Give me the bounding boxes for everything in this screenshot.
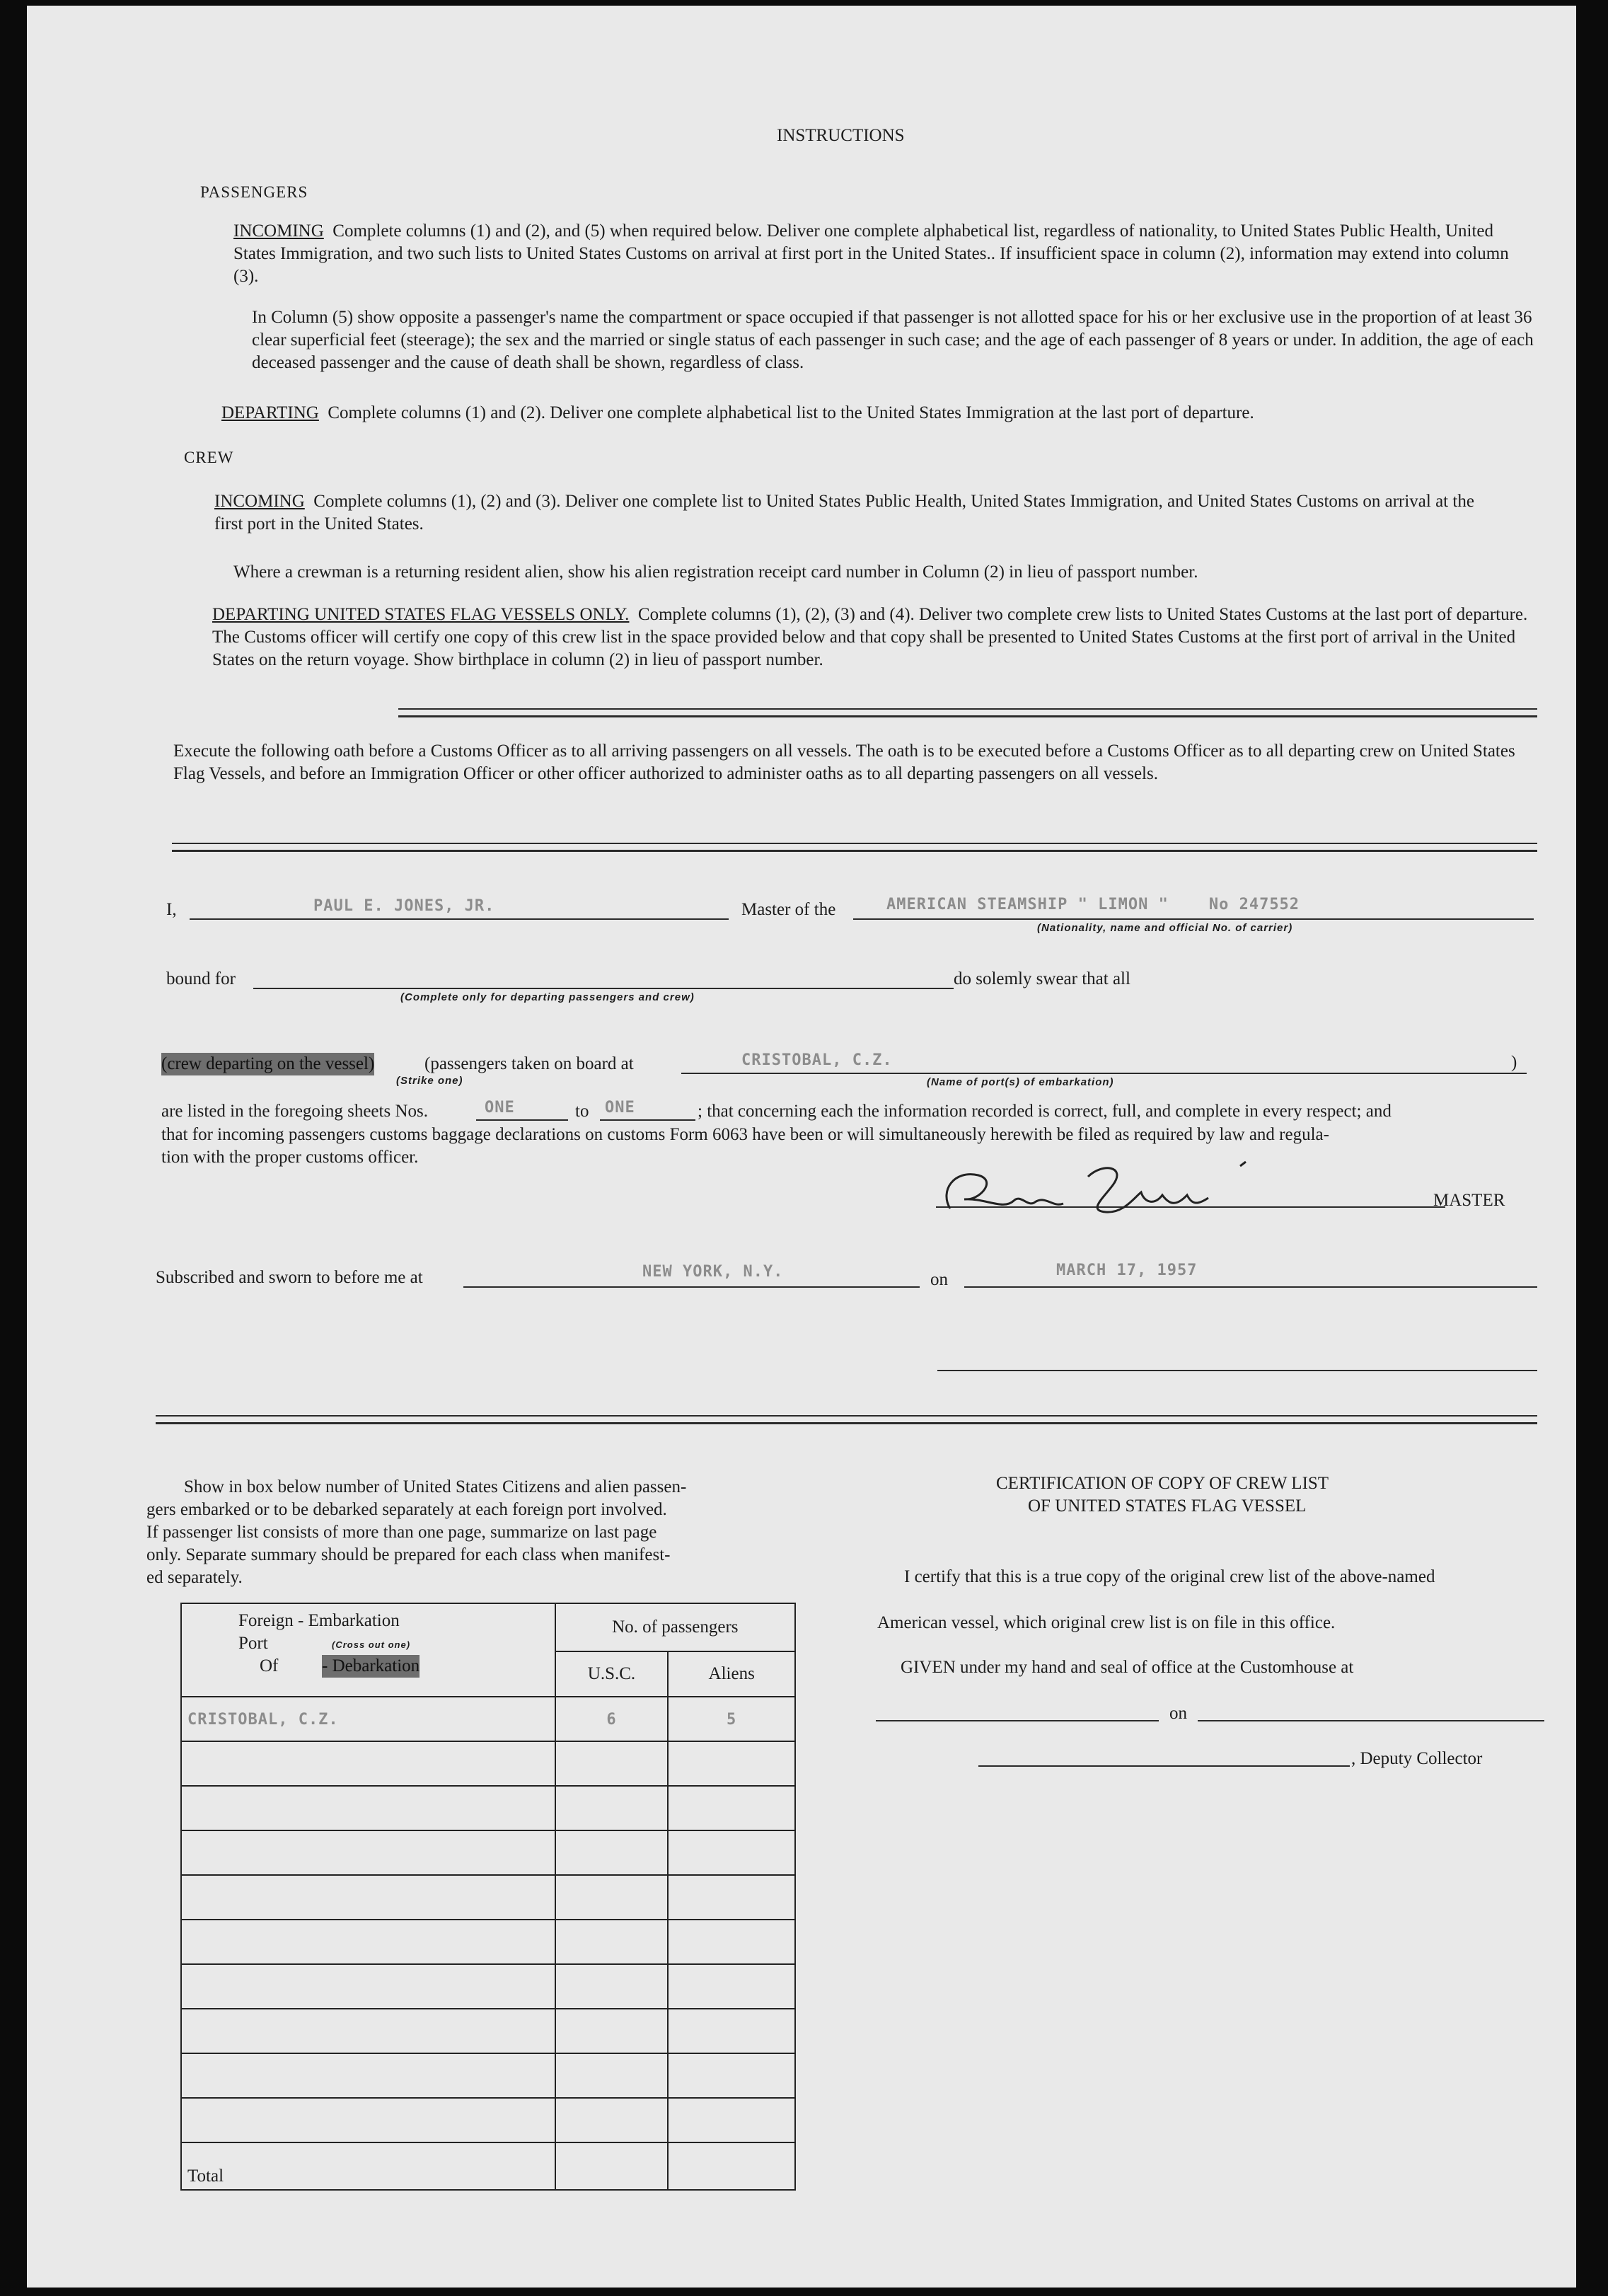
row-port: CRISTOBAL, C.Z. <box>187 1710 339 1729</box>
crew-resident-paragraph: Where a crewman is a returning resident alien, show his alien registration receipt card number in Column (2) in lieu of passport number. <box>233 563 1198 582</box>
passengers-taken-label: (passengers taken on board at <box>424 1054 634 1073</box>
form-page <box>27 6 1576 2288</box>
deputy-collector-label: , Deputy Collector <box>1351 1749 1483 1768</box>
listed-prefix: are listed in the foregoing sheets Nos. <box>161 1102 428 1121</box>
header-of: Of <box>260 1656 279 1675</box>
certification-line-3: GIVEN under my hand and seal of office at the Customhouse at <box>901 1658 1354 1677</box>
sworn-date-line <box>964 1286 1537 1288</box>
sworn-place-value: NEW YORK, N.Y. <box>642 1263 784 1281</box>
divider <box>156 1415 1537 1424</box>
certification-line-2: American vessel, which original crew list is on file in this office. <box>877 1613 1336 1632</box>
oath-i-label: I, <box>166 900 177 919</box>
summary-instruction-4: only. Separate summary should be prepared for each class when manifest- <box>146 1545 671 1564</box>
header-port2: Port <box>238 1634 268 1653</box>
sheet-to-line <box>600 1119 695 1121</box>
crew-departing-paragraph <box>212 604 1535 671</box>
passengers-column5-paragraph: In Column (5) show opposite a passenger's name the compartment or space occupied if that passenger is not allotted space for his or her exclusive use in the proportion of at least 36 clear superficial feet (steerage); the sex and the married or single status of each passenger in such case; and the age of each passenger of 8 years or under. In addition, the age of each deceased passenger and the cause of death shall be shown, regardless of class. <box>252 308 1534 372</box>
listed-rest: ; that concerning each the information recorded is correct, full, and complete in every respect; and <box>698 1102 1392 1121</box>
sworn-on-label: on <box>930 1270 948 1289</box>
header-debarkation: - Debarkation <box>322 1655 420 1678</box>
crew-incoming-label: INCOMING <box>214 492 305 511</box>
strike-caption: (Strike one) <box>396 1075 463 1087</box>
header-port: Foreign - Embarkation <box>238 1611 400 1630</box>
crew-incoming-paragraph <box>214 490 1488 536</box>
certification-line-1: I certify that this is a true copy of the original crew list of the above-named <box>904 1567 1435 1586</box>
swear-text: do solemly swear that all <box>954 969 1130 988</box>
sheet-from-value: ONE <box>485 1099 515 1117</box>
divider <box>398 708 1537 717</box>
sworn-date-value: MARCH 17, 1957 <box>1056 1262 1198 1279</box>
crew-incoming-text: Complete columns (1), (2) and (3). Deliver one complete list to United States Public Health, United States Immigration, and United States Customs on arrival at the first port in the United States. <box>214 492 1474 533</box>
listed-line2: that for incoming passengers customs baggage declarations on customs Form 6063 have been or will simultaneously herewith be filed as required by law and regula- <box>161 1125 1329 1144</box>
passengers-heading: PASSENGERS <box>200 183 308 201</box>
table-row <box>181 1875 795 1920</box>
deputy-signature-line <box>978 1765 1350 1767</box>
oath-intro: Execute the following oath before a Customs Officer as to all arriving passengers on all vessels. The oath is to be executed before a Customs Officer as to all departing crew on United States Flag Vessels, and before an Immigration Officer or other officer authorized to administer oaths as to all departing passengers on all vessels. <box>173 742 1515 783</box>
crew-departing-text: Complete columns (1), (2), (3) and (4). Deliver two complete crew lists to United States Customs at the last port of departure. The Customs officer will certify one copy of this crew list in the space provided below and that copy shall be presented to United States Customs at the first port of arrival in the United States on the return voyage. Show birthplace in column (2) in lieu of passport number. <box>212 605 1528 669</box>
usc-header: U.S.C. <box>555 1651 669 1697</box>
vessel-caption: (Nationality, name and official No. of carrier) <box>1037 922 1293 934</box>
table-row <box>181 2098 795 2142</box>
passenger-summary-table <box>180 1603 796 2191</box>
certification-title-2: OF UNITED STATES FLAG VESSEL <box>1028 1496 1307 1516</box>
table-row <box>181 1697 795 1741</box>
bound-caption: (Complete only for departing passengers and crew) <box>400 991 695 1003</box>
port-caption: (Name of port(s) of embarkation) <box>927 1076 1114 1088</box>
port-line <box>681 1073 1527 1074</box>
summary-instruction-1: Show in box below number of United States Citizens and alien passen- <box>184 1477 687 1496</box>
header-cross: (Cross out one) <box>332 1639 411 1650</box>
master-name-line <box>190 918 729 920</box>
sworn-place-line <box>463 1286 920 1288</box>
table-row <box>181 1741 795 1786</box>
page-title: INSTRUCTIONS <box>777 126 905 145</box>
crew-heading: CREW <box>184 449 234 466</box>
passengers-departing-paragraph <box>221 402 1537 425</box>
customhouse-line <box>876 1720 1159 1721</box>
subscribed-label: Subscribed and sworn to before me at <box>156 1268 423 1287</box>
bound-for-label: bound for <box>166 969 236 988</box>
divider <box>172 843 1537 852</box>
officer-signature-line <box>937 1370 1537 1371</box>
sheet-from-line <box>476 1119 568 1121</box>
row-usc: 6 <box>606 1710 617 1729</box>
passengers-departing-text: Complete columns (1) and (2). Deliver one complete alphabetical list to the United States Immigration at the last port of departure. <box>328 403 1254 422</box>
passengers-incoming-paragraph <box>233 220 1535 288</box>
table-row <box>181 1830 795 1875</box>
passengers-header: No. of passengers <box>555 1603 795 1651</box>
master-signature <box>929 1148 1297 1219</box>
passengers-incoming-text: Complete columns (1) and (2), and (5) when required below. Deliver one complete alphabetical list, regardless of nationality, to United States Public Health, United States Immigration, and two such lists to United States Customs on arrival at first port in the United States.. If insufficient space in column (2), information may extend into column (3). <box>233 221 1509 286</box>
summary-instruction-5: ed separately. <box>146 1568 243 1587</box>
sheet-to-value: ONE <box>605 1099 635 1117</box>
listed-line3: tion with the proper customs officer. <box>161 1148 419 1167</box>
certification-date-line <box>1198 1720 1544 1721</box>
table-row <box>181 1786 795 1830</box>
bound-for-line <box>253 988 954 989</box>
port-value: CRISTOBAL, C.Z. <box>741 1051 893 1069</box>
passengers-incoming-label: INCOMING <box>233 221 324 241</box>
total-row <box>181 2142 795 2190</box>
close-paren: ) <box>1511 1053 1517 1072</box>
vessel-value: AMERICAN STEAMSHIP " LIMON " No 247552 <box>886 896 1300 913</box>
vessel-line <box>853 918 1534 920</box>
certification-title-1: CERTIFICATION OF COPY OF CREW LIST <box>996 1474 1329 1493</box>
table-row <box>181 2009 795 2053</box>
table-row <box>181 2053 795 2098</box>
table-row <box>181 1964 795 2009</box>
crew-departing-label: DEPARTING UNITED STATES FLAG VESSELS ONLY. <box>212 605 630 624</box>
table-row <box>181 1920 795 1964</box>
master-name-value: PAUL E. JONES, JR. <box>313 897 495 915</box>
passengers-departing-label: DEPARTING <box>221 403 319 422</box>
master-label: MASTER <box>1433 1191 1505 1210</box>
summary-instruction-2: gers embarked or to be debarked separately at each foreign port involved. <box>146 1500 667 1519</box>
total-label: Total <box>181 2142 555 2190</box>
port-header-cell <box>181 1603 555 1697</box>
crew-departing-option: (crew departing on the vessel) <box>161 1053 374 1075</box>
summary-instruction-3: If passenger list consists of more than one page, summarize on last page <box>146 1523 657 1542</box>
certification-on-label: on <box>1169 1704 1187 1723</box>
master-of-label: Master of the <box>741 900 836 919</box>
aliens-header: Aliens <box>668 1651 795 1697</box>
to-label: to <box>575 1102 589 1121</box>
row-aliens: 5 <box>727 1710 737 1729</box>
